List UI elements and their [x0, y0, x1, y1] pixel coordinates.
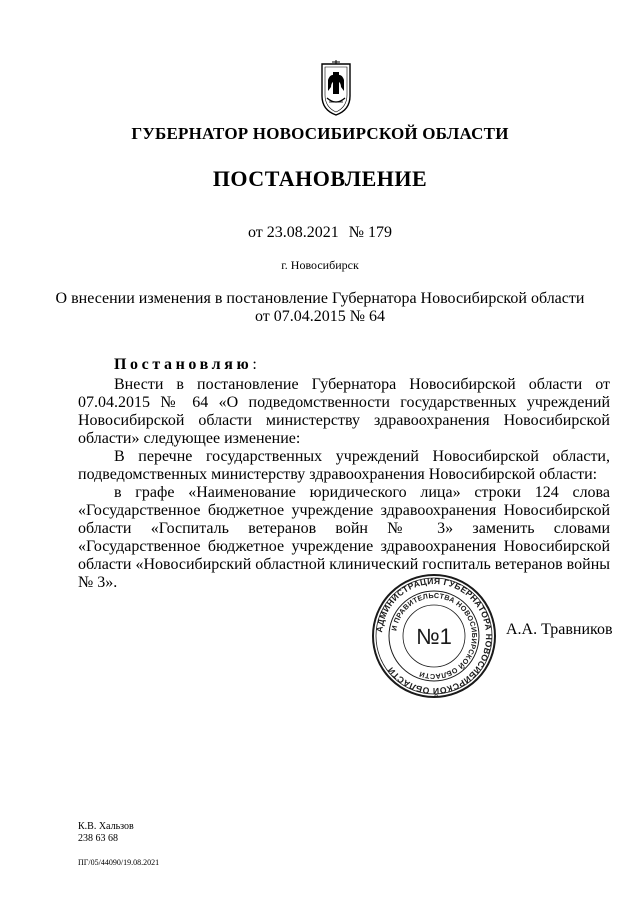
document-type-title: ПОСТАНОВЛЕНИЕ — [212, 166, 428, 191]
registration-code: ПГ/05/44090/19.08.2021 — [78, 858, 160, 867]
decree-heading — [78, 356, 610, 374]
subject-line-1: О внесении изменения в постановление Губернатора Новосибирской области — [55, 290, 585, 307]
coat-of-arms-emblem — [316, 58, 356, 118]
stamp-inner-text: И ПРАВИТЕЛЬСТВА НОВОСИБИРСКОЙ ОБЛАСТИ — [389, 590, 480, 682]
paragraph-3: в графе «Наименование юридического лица» строки 124 слова «Государственное бюджетное учреждение здравоохранения Новосибирской области «Госпиталь ветеранов войн № 3» заменить словами «Государственное бюджетное учреждение здравоохранения Новосибирской области «Новосибирский областной клинический госпиталь ветеранов войны № 3». — [78, 484, 610, 591]
issuing-authority: ГУБЕРНАТОР НОВОСИБИРСКОЙ ОБЛАСТИ — [131, 124, 509, 143]
signatory-name: А.А. Травников — [506, 621, 613, 638]
subject-line-2: от 07.04.2015 № 64 — [254, 308, 386, 325]
document-number: № 179 — [348, 224, 393, 241]
stamp-number: №1 — [416, 624, 452, 649]
document-subject — [0, 290, 640, 326]
official-stamp — [370, 572, 498, 700]
decree-colon: : — [252, 356, 257, 373]
paragraph-1: Внести в постановление Губернатора Новосибирской области от 07.04.2015 № 64 «О подведомственности государственных учреждений Новосибирской области министерству здравоохранения Новосибирской области» следующее изменение: — [78, 376, 610, 447]
document-date: от 23.08.2021 — [247, 224, 339, 241]
paragraph-2: В перечне государственных учреждений Новосибирской области, подведомственных министерству здравоохранения Новосибирской области: — [78, 448, 610, 483]
decree-word: Постановляю — [114, 356, 253, 373]
document-city: г. Новосибирск — [281, 258, 359, 272]
executor-name: К.В. Хальзов — [78, 821, 134, 832]
stamp-outer-text: АДМИНИСТРАЦИЯ ГУБЕРНАТОРА НОВОСИБИРСКОЙ ОБЛАСТИ — [374, 575, 495, 697]
executor-phone: 238 63 68 — [78, 833, 118, 844]
document-date-line — [0, 224, 640, 242]
